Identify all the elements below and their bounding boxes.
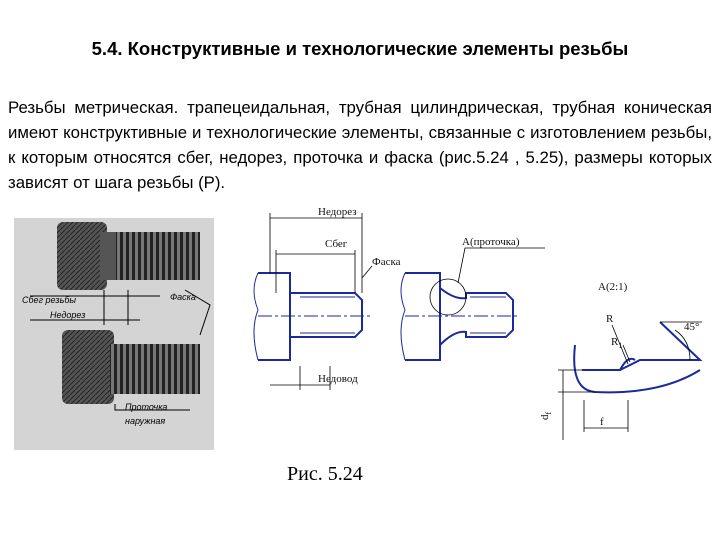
- photo-label-runout: Сбег резьбы: [22, 295, 77, 305]
- label-nedorez: Недорез: [318, 206, 357, 218]
- photo-label-groove-line2: наружная: [125, 416, 166, 426]
- bolt-photo: [14, 218, 214, 450]
- photo-label-chamfer: Фаска: [170, 292, 196, 302]
- label-df: [539, 412, 553, 421]
- body-paragraph: Резьбы метрическая. трапецеидальная, трубная цилиндрическая, трубная коническая имеют конструктивные и технологические элементы, связанные с изготовлением резьбы, к которым относятся сбег, недорез, проточка и фаска (рис.5.24 , 5.25), размеры которых зависят от шага резьбы (Р).: [8, 98, 712, 192]
- label-df-sub: f: [544, 411, 553, 415]
- label-f: f: [600, 416, 604, 428]
- detail-circle: [430, 279, 466, 315]
- photo-label-undercut: Недорез: [50, 310, 86, 320]
- drawing-undercut: [254, 273, 370, 360]
- section-heading: 5.4. Конструктивные и технологические элементы резьбы: [91, 38, 629, 59]
- label-df-base: d: [539, 414, 551, 420]
- label-faska: Фаска: [372, 256, 401, 268]
- label-protochka: A(проточка): [462, 236, 520, 248]
- label-nedovod: Недовод: [318, 373, 358, 385]
- label-r1-sub: 1: [618, 341, 623, 350]
- label-r: R: [606, 313, 614, 325]
- label-r1-base: R: [611, 336, 619, 348]
- drawing-undercut-dims: [270, 213, 372, 390]
- drawing-detail: [574, 322, 700, 392]
- label-r1: [611, 336, 622, 350]
- label-detail: A(2:1): [598, 281, 628, 293]
- label-sbeg: Сбег: [325, 238, 348, 250]
- drawing-groove: [401, 273, 520, 360]
- label-angle: 45°: [684, 321, 700, 333]
- photo-label-groove-line1: Проточка: [125, 402, 168, 412]
- figure-caption: Рис. 5.24: [287, 463, 363, 485]
